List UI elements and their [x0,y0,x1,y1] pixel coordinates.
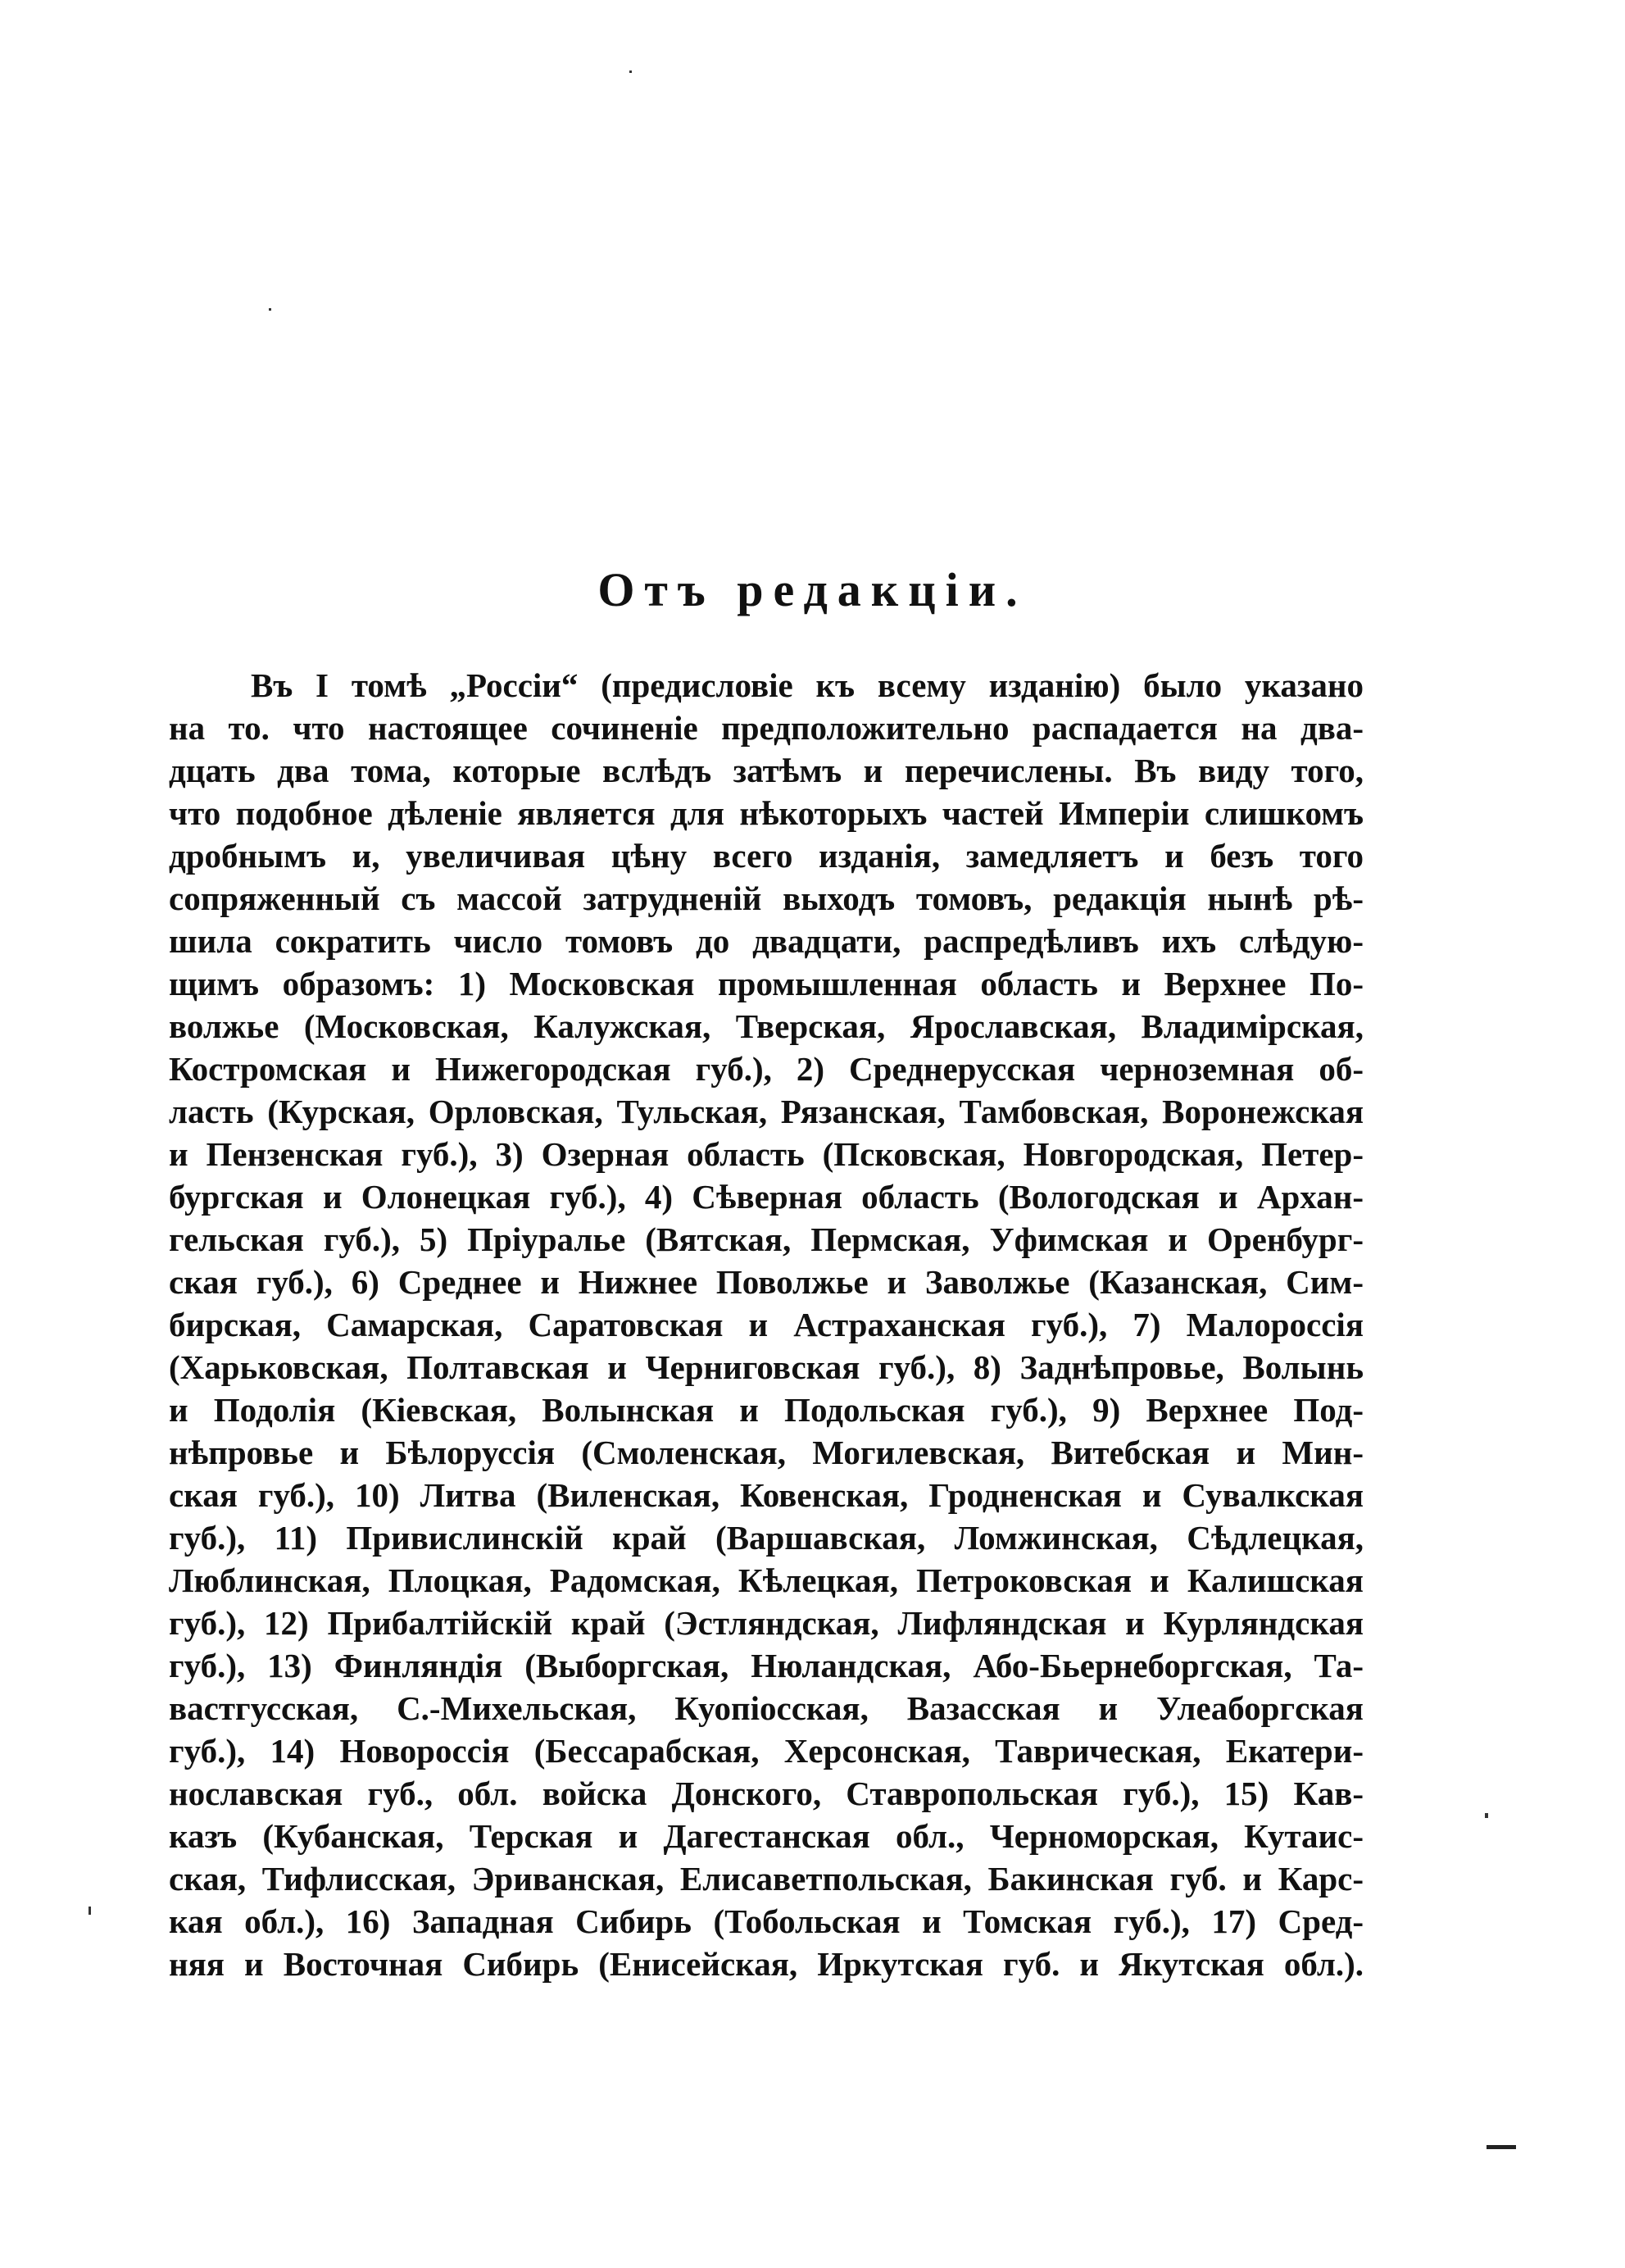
text-line: что подобное дѣленіе является для нѣкоторыхъ частей Имперіи слишкомъ [169,794,1364,832]
text-line: и Пензенская губ.), 3) Озерная область (Псковская, Новгородская, Петер- [169,1135,1364,1173]
text-line: дробнымъ и, увеличивая цѣну всего изданія, замедляетъ и безъ того [169,837,1364,875]
text-line: дцать два тома, которые вслѣдъ затѣмъ и перечислены. Въ виду того, [169,752,1364,789]
text-line: кая обл.), 16) Западная Сибирь (Тобольская и Томская губ.), 17) Сред- [169,1902,1364,1940]
margin-dash-mark [1487,2145,1516,2149]
text-line: губ.), 12) Прибалтійскій край (Эстляндская, Лифляндская и Курляндская [169,1604,1364,1642]
print-speck [89,1907,91,1915]
text-line: волжье (Московская, Калужская, Тверская, Ярославская, Владимірская, [169,1007,1364,1045]
text-line: нѣпровье и Бѣлоруссія (Смоленская, Могилевская, Витебская и Мин- [169,1434,1364,1471]
print-speck [629,70,632,73]
text-line: няя и Восточная Сибирь (Енисейская, Иркутская губ. и Якутская обл.). [169,1945,1364,1983]
body-paragraph [169,664,1364,1985]
text-line: Въ I томѣ „Россіи“ (предисловіе къ всему изданію) было указано [251,666,1364,704]
print-speck [1485,1813,1488,1818]
text-line: вастгусская, С.-Михельская, Куопіосская, Вазасская и Улеаборгская [169,1689,1364,1727]
text-line: (Харьковская, Полтавская и Черниговская губ.), 8) Заднѣпровье, Волынь [169,1348,1364,1386]
text-line: гельская губ.), 5) Пріуралье (Вятская, Пермская, Уфимская и Оренбург- [169,1220,1364,1258]
text-line: шила сократить число томовъ до двадцати, распредѣливъ ихъ слѣдую- [169,922,1364,960]
text-line: и Подолія (Кіевская, Волынская и Подольская губ.), 9) Верхнее Под- [169,1391,1364,1429]
text-line: нославская губ., обл. войска Донского, Ставропольская губ.), 15) Кав- [169,1775,1364,1812]
text-line: губ.), 11) Привислинскій край (Варшавская, Ломжинская, Сѣдлецкая, [169,1519,1364,1557]
print-speck [269,308,271,311]
text-line: сопряженный съ массой затрудненій выходъ томовъ, редакція нынѣ рѣ- [169,879,1364,917]
text-line: губ.), 13) Финляндія (Выборгская, Нюландская, Або-Бьернеборгская, Та- [169,1647,1364,1684]
text-line: ская губ.), 6) Среднее и Нижнее Поволжье и Заволжье (Казанская, Сим- [169,1263,1364,1301]
text-line: щимъ образомъ: 1) Московская промышленная область и Верхнее По- [169,965,1364,1002]
text-line: Костромская и Нижегородская губ.), 2) Среднерусская черноземная об- [169,1050,1364,1088]
page-heading: Отъ редакціи. [597,563,1028,616]
text-line: казъ (Кубанская, Терская и Дагестанская обл., Черноморская, Кутаис- [169,1817,1364,1855]
text-line: ская, Тифлисская, Эриванская, Елисаветпольская, Бакинская губ. и Карс- [169,1860,1364,1898]
text-line: на то. что настоящее сочиненіе предположительно распадается на два- [169,709,1364,747]
text-line: бирская, Самарская, Саратовская и Астраханская губ.), 7) Малороссія [169,1306,1364,1343]
text-line: ласть (Курская, Орловская, Тульская, Рязанская, Тамбовская, Воронежская [169,1093,1364,1130]
text-line: губ.), 14) Новороссія (Бессарабская, Херсонская, Таврическая, Екатери- [169,1732,1364,1770]
text-line: ская губ.), 10) Литва (Виленская, Ковенская, Гродненская и Сувалкская [169,1476,1364,1514]
text-line: Люблинская, Плоцкая, Радомская, Кѣлецкая, Петроковская и Калишская [169,1561,1364,1599]
text-line: бургская и Олонецкая губ.), 4) Сѣверная область (Вологодская и Архан- [169,1178,1364,1216]
